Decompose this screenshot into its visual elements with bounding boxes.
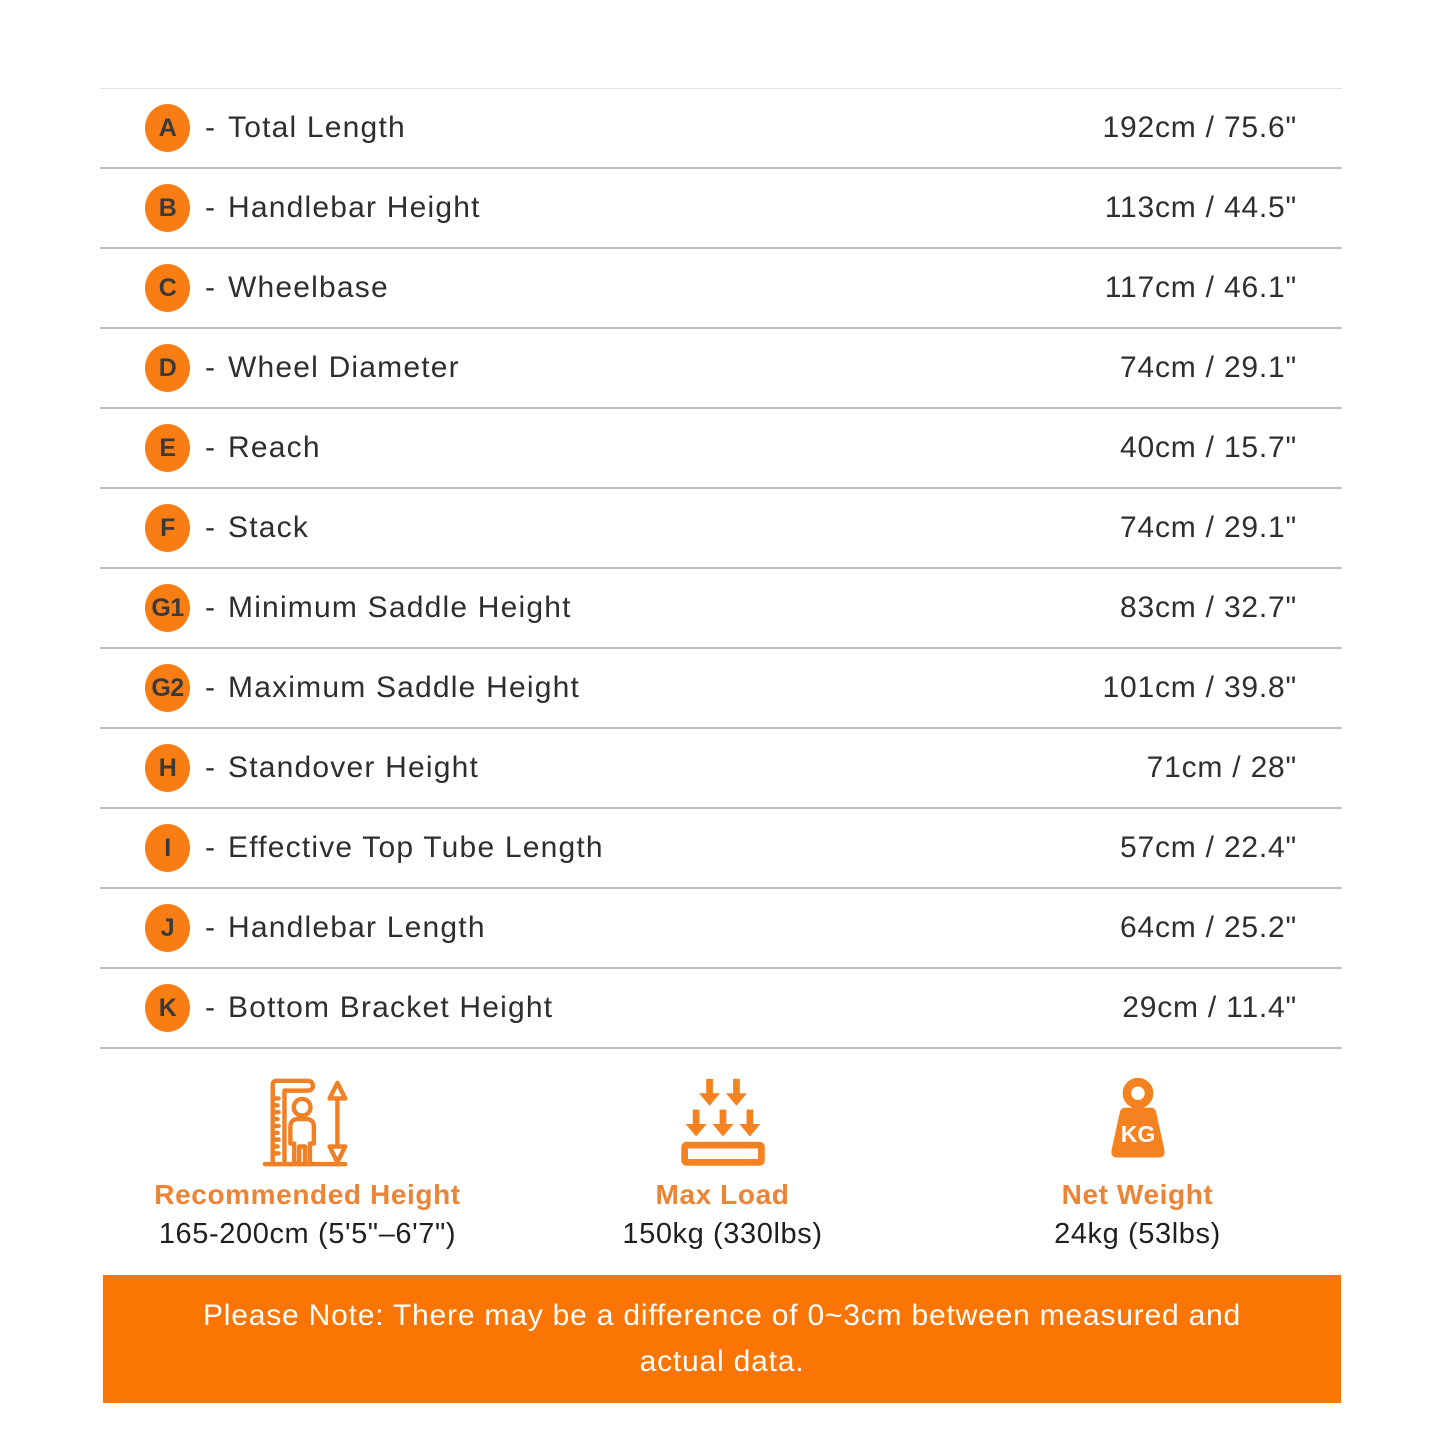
spec-row-wheel-diameter (100, 329, 1342, 409)
dash-separator: - (205, 111, 215, 144)
spec-label: Minimum Saddle Height (228, 591, 572, 624)
stats-section (100, 1071, 1345, 1251)
spec-value: 192cm / 75.6" (1102, 111, 1297, 144)
spec-label: Reach (228, 431, 321, 464)
spec-label: Standover Height (228, 751, 480, 784)
stat-recommended-height (100, 1071, 515, 1251)
dash-separator: - (205, 431, 215, 464)
stat-title: Recommended Height (154, 1179, 461, 1210)
spec-badge: G2 (145, 664, 190, 712)
dash-separator: - (205, 671, 215, 704)
spec-value: 74cm / 29.1" (1119, 351, 1297, 384)
spec-row-handlebar-height (100, 169, 1342, 249)
dash-separator: - (205, 271, 215, 304)
dash-separator: - (205, 591, 215, 624)
spec-badge: H (145, 744, 190, 792)
spec-row-standover-height (100, 729, 1342, 809)
spec-badge: J (145, 904, 190, 952)
spec-value: 113cm / 44.5" (1104, 191, 1297, 224)
stat-value: 150kg (330lbs) (622, 1218, 823, 1250)
dash-separator: - (205, 991, 215, 1024)
spec-value: 101cm / 39.8" (1102, 671, 1297, 704)
spec-label: Bottom Bracket Height (228, 991, 554, 1024)
dash-separator: - (205, 751, 215, 784)
dash-separator: - (205, 511, 215, 544)
stat-value: 24kg (53lbs) (1054, 1218, 1221, 1250)
spec-label: Wheelbase (228, 271, 389, 304)
spec-row-top-tube-length (100, 809, 1342, 889)
kg-icon-label: KG (1120, 1121, 1155, 1148)
stat-title: Max Load (655, 1179, 790, 1210)
stat-net-weight (930, 1071, 1345, 1251)
note-banner (103, 1275, 1341, 1403)
spec-row-stack (100, 489, 1342, 569)
spec-badge: I (145, 824, 190, 872)
spec-badge: A (145, 104, 190, 152)
spec-label: Maximum Saddle Height (228, 671, 581, 704)
dash-separator: - (205, 911, 215, 944)
spec-badge: G1 (145, 584, 190, 632)
spec-value: 57cm / 22.4" (1119, 831, 1297, 864)
spec-label: Wheel Diameter (228, 351, 460, 384)
max-load-icon (674, 1071, 772, 1171)
spec-label: Effective Top Tube Length (228, 831, 604, 864)
spec-label: Handlebar Height (228, 191, 481, 224)
spec-badge: D (145, 344, 190, 392)
height-recommendation-icon (258, 1071, 358, 1171)
spec-label: Handlebar Length (228, 911, 486, 944)
spec-value: 71cm / 28" (1146, 751, 1297, 784)
spec-value: 64cm / 25.2" (1119, 911, 1297, 944)
spec-row-total-length (100, 89, 1342, 169)
spec-value: 117cm / 46.1" (1104, 271, 1297, 304)
spec-value: 74cm / 29.1" (1119, 511, 1297, 544)
spec-badge: F (145, 504, 190, 552)
spec-value: 29cm / 11.4" (1122, 991, 1297, 1024)
spec-row-max-saddle-height (100, 649, 1342, 729)
spec-label: Stack (228, 511, 310, 544)
dash-separator: - (205, 831, 215, 864)
spec-row-bottom-bracket-height (100, 969, 1342, 1049)
spec-table (100, 88, 1342, 1049)
spec-badge: C (145, 264, 190, 312)
spec-label: Total Length (228, 111, 406, 144)
spec-badge: E (145, 424, 190, 472)
stat-value: 165-200cm (5'5"–6'7") (158, 1218, 457, 1250)
stat-title: Net Weight (1061, 1179, 1214, 1210)
spec-row-reach (100, 409, 1342, 489)
spec-value: 83cm / 32.7" (1119, 591, 1297, 624)
spec-row-min-saddle-height (100, 569, 1342, 649)
dash-separator: - (205, 351, 215, 384)
spec-row-wheelbase (100, 249, 1342, 329)
stat-max-load (515, 1071, 930, 1251)
net-weight-icon (1089, 1071, 1187, 1171)
spec-row-handlebar-length (100, 889, 1342, 969)
spec-badge: K (145, 984, 190, 1032)
dash-separator: - (205, 191, 215, 224)
spec-badge: B (145, 184, 190, 232)
spec-value: 40cm / 15.7" (1119, 431, 1297, 464)
note-text: Please Note: There may be a difference of 0~3cm between measured and actual data. (202, 1298, 1242, 1378)
